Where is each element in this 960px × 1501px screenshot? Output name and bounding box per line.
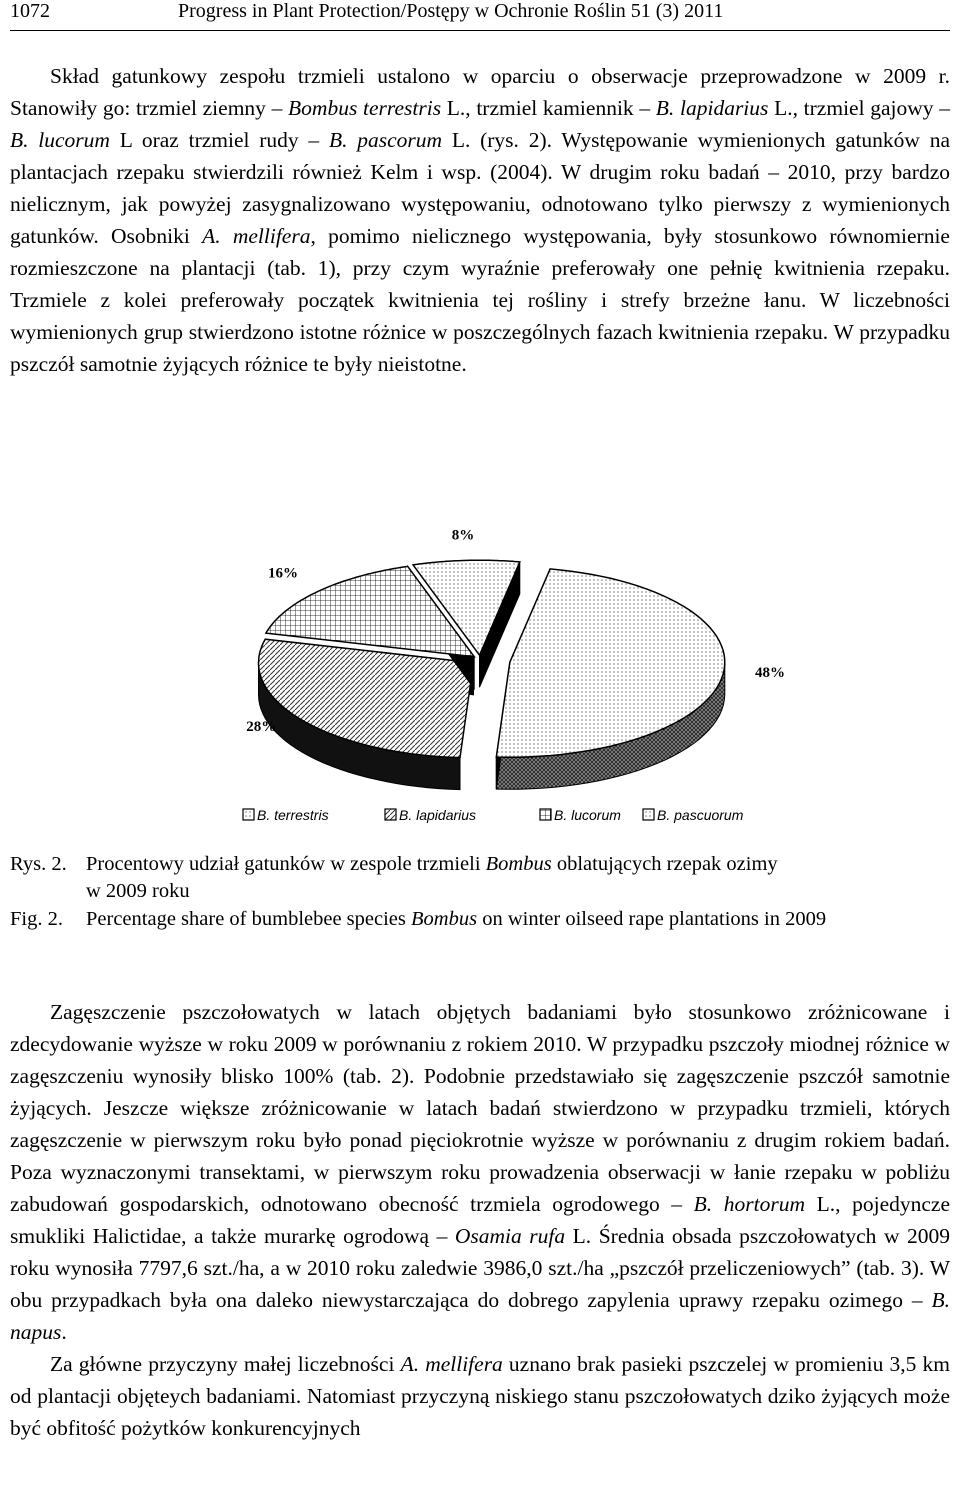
caption-text-line2: w 2009 roku — [86, 880, 190, 902]
legend-swatch — [643, 809, 654, 820]
legend-label: B. terrestris — [257, 807, 329, 823]
text-run: on winter oilseed rape plantations in 2009 — [477, 908, 827, 930]
legend-label: B. pascuorum — [657, 807, 744, 823]
species-name: A. mellifera — [202, 224, 311, 248]
text-run: Skład gatunkowy zespołu trzmieli ustalono w oparciu o obserwacje przeprowadzone w 2009 r. Stanowiły go: trzmiel ziemny – — [10, 64, 950, 120]
running-header — [10, 0, 950, 31]
species-name: B. lapidarius — [655, 96, 769, 120]
page-number: 1072 — [10, 0, 50, 22]
paragraph-text — [10, 1348, 950, 1444]
pie-chart-figure — [225, 527, 785, 835]
caption-text — [86, 851, 955, 878]
legend-swatch — [385, 809, 396, 820]
paragraph-density — [10, 996, 950, 1444]
text-run: , pomimo nielicznego występowania, były stosunkowo równomiernie rozmieszczone na plantacji (tab. 1), przy czym wyraźnie preferowały one pełnię kwitnienia rzepaku. Trzmiele z kolei preferowały początek kwitnienia tej rośliny i strefy brzeżne łanu. W liczebności wymienionych grup stwierdzono istotne różnice w poszczególnych fazach kwitnienia rzepaku. W przypadku pszczół samotnie żyjących różnice te były nieistotne. — [10, 224, 950, 376]
text-run: L., pojedyncze smukliki Halictidae, a także murarkę ogrodową – — [10, 1192, 950, 1248]
text-run: Zagęszczenie pszczołowatych w latach objętych badaniami było stosunkowo zróżnicowane i zdecydowanie wyższe w roku 2009 w porównaniu z rokiem 2010. W przypadku pszczoły miodnej różnice w zagęszczeniu wynosiły blisko 100% (tab. 2). Podobnie przedstawiało się zagęszczenie pszczół samotnie żyjących. Jeszcze większe zróżnicowanie w latach badań stwierdzono w przypadku trzmieli, których zagęszczenie w pierwszym roku było ponad pięciokrotnie wyższe w porównaniu z drugim rokiem badań. Poza wyznaczonymi transektami, w pierwszym roku prowadzenia obserwacji w łanie rzepaku w pobliżu zabudowań gospodarskich, odnotowano obecność trzmiela ogrodowego – — [10, 1000, 950, 1216]
species-name: Osamia rufa — [454, 1224, 566, 1248]
pie-value-label: 8% — [451, 527, 475, 544]
text-run: L. Średnia obsada pszczołowatych w 2009 roku wynosiła 7797,6 szt./ha, a w 2010 roku zaledwie 3986,0 szt./ha „pszczół przeliczeniowych” (tab. 3). W obu przypadkach była ona daleko niewystarczająca do dobrego zapylenia uprawy rzepaku ozimego – — [10, 1224, 951, 1312]
text-run: Procentowy udział gatunków w zespole trzmieli — [86, 853, 486, 875]
paragraph-text — [10, 60, 950, 380]
caption-text — [86, 906, 955, 933]
species-name: B. napus — [10, 1288, 950, 1344]
pie-slice-b--lapidarius — [259, 639, 474, 789]
text-run: L oraz trzmiel rudy – — [109, 128, 329, 152]
legend-item — [385, 807, 476, 823]
legend-label: B. lucorum — [554, 807, 621, 823]
legend-label: B. lapidarius — [399, 807, 477, 823]
chart-legend — [243, 807, 744, 823]
pie-value-label: 16% — [268, 565, 298, 582]
genus-name: Bombus — [411, 908, 478, 930]
text-run: oblatujących rzepak ozimy — [551, 853, 778, 875]
text-run: L., trzmiel kamiennik – — [441, 96, 656, 120]
pie-slices — [259, 560, 725, 789]
species-name: B. hortorum — [693, 1192, 806, 1216]
species-name: B. pascorum — [328, 128, 443, 152]
legend-item — [643, 807, 744, 823]
pie-value-label: 48% — [755, 664, 785, 681]
species-name: Bombus terrestris — [288, 96, 442, 120]
legend-item — [243, 807, 329, 823]
text-run: uznano brak pasieki pszczelej w promieniu 3,5 km od plantacji objęteych badaniami. Natomiast przyczyną niskiego stanu pszczołowatych dziko żyjących może być obfitość pożytków konkurencyjnych — [10, 1352, 950, 1440]
pie-chart — [225, 527, 785, 835]
caption-label: Fig. 2. — [10, 908, 63, 930]
species-name: B. lucorum — [10, 128, 110, 152]
text-run: Za główne przyczyny małej liczebności — [50, 1352, 401, 1376]
pie-value-label: 28% — [246, 718, 277, 735]
journal-title: Progress in Plant Protection/Postępy w Ochronie Roślin 51 (3) 2011 — [178, 0, 724, 22]
text-run: L. (rys. 2). Występowanie wymienionych gatunków na plantacjach rzepaku stwierdzili również Kelm i wsp. (2004). W drugim roku badań – 2010, przy bardzo nielicznym, jak powyżej zasygnalizowano występowaniu, odnotowano tylko pierwszy z wymienionych gatunków. Osobniki — [10, 128, 951, 248]
species-name: A. mellifera — [400, 1352, 503, 1376]
legend-swatch — [243, 809, 254, 820]
text-run: . — [61, 1320, 67, 1344]
paragraph-text — [10, 996, 950, 1348]
genus-name: Bombus — [485, 853, 552, 875]
caption-label: Rys. 2. — [10, 853, 67, 875]
legend-item — [540, 807, 621, 823]
pie-slice-b--terrestris — [496, 569, 725, 789]
text-run: Percentage share of bumblebee species — [86, 908, 412, 930]
legend-swatch — [540, 809, 551, 820]
paragraph-bombus-species — [10, 60, 950, 380]
text-run: L., trzmiel gajowy – — [768, 96, 950, 120]
